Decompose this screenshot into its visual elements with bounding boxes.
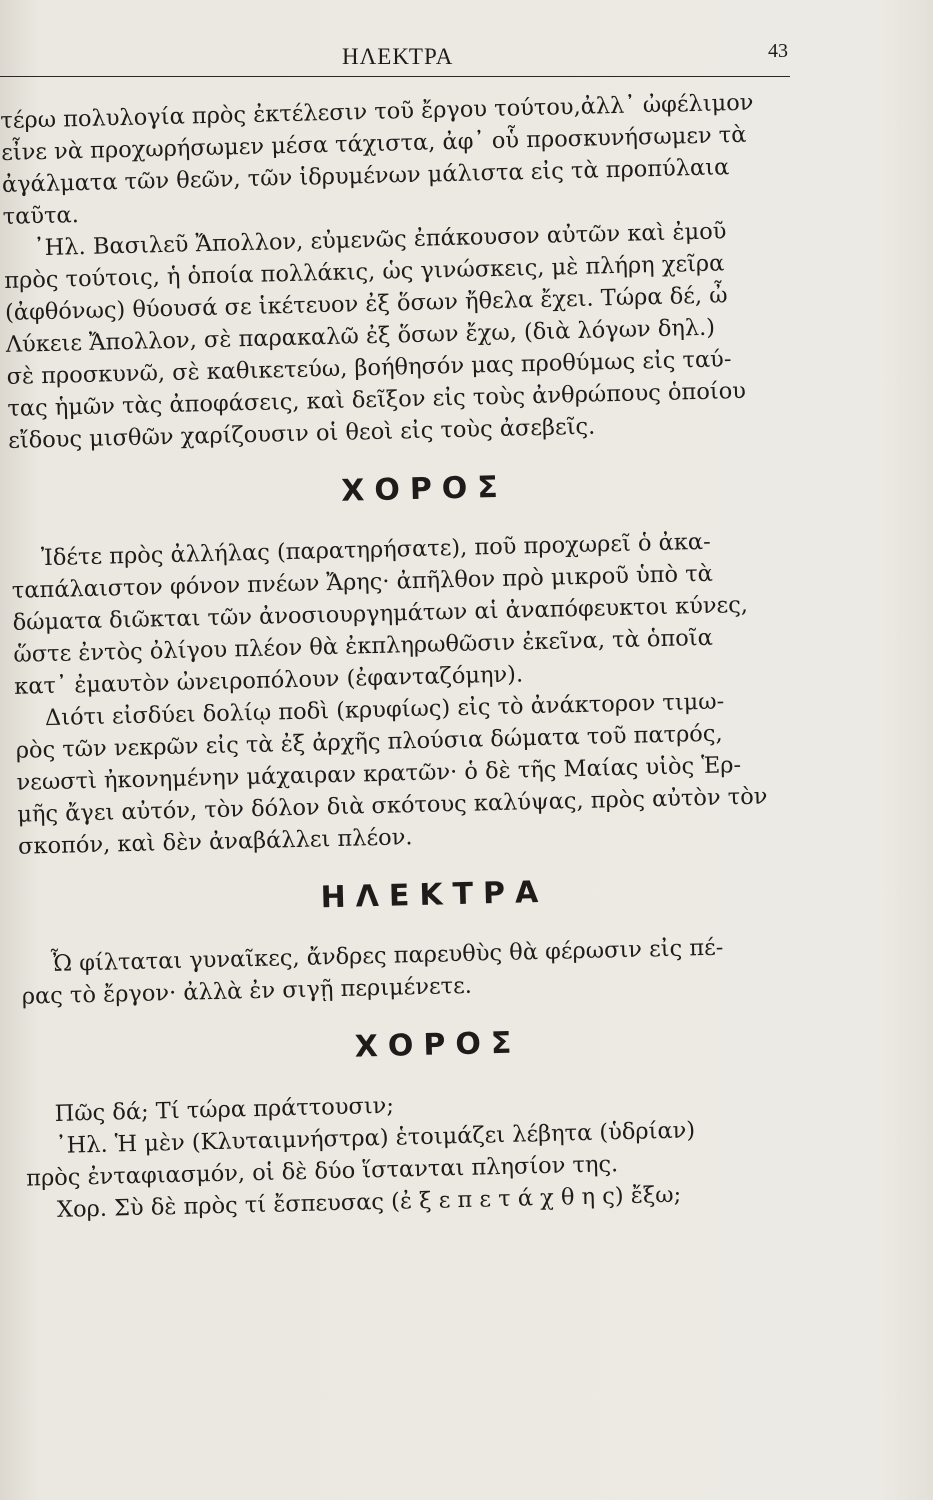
text-line: ρας τὸ ἔργον· ἀλλὰ ἐν σιγῇ περιμένετε. — [21, 972, 473, 1010]
text-line: Ὦ φίλταται γυναῖκες, ἄνδρες παρευθὺς θὰ φέρωσιν εἰς πέ- — [50, 934, 724, 978]
speaker-heading: ΧΟΡΟΣ — [354, 1025, 522, 1065]
text-line: τέρω πολυλογία πρὸς ἐκτέλεσιν τοῦ ἔργου τούτου,ἀλλ᾽ ὠφέλιμον — [0, 89, 754, 134]
page-number: 43 — [768, 40, 788, 62]
text-line: νεωστὶ ἠκονημένην μάχαιραν κρατῶν· ὁ δὲ τῆς Μαίας υἱὸς Ἑρ- — [16, 752, 742, 796]
text-line: σὲ προσκυνῶ, σὲ καθικετεύω, βοήθησόν μας προθύμως εἰς ταύ- — [6, 346, 732, 390]
text-line: τας ἡμῶν τὰς ἀποφάσεις, καὶ δεῖξον εἰς τοὺς ἀνθρώπους ὁποίου — [7, 377, 747, 422]
text-line: πρὸς τούτοις, ἡ ὁποία πολλάκις, ὡς γινώσκεις, μὲ πλήρη χεῖρα — [3, 250, 725, 294]
text-line: ᾽Ηλ. Ἡ μὲν (Κλυταιμνήστρα) ἑτοιμάζει λέβητα (ὑδρίαν) — [55, 1117, 696, 1159]
text-line: Λύκειε Ἄπολλον, σὲ παρακαλῶ ἐξ ὅσων ἔχω, (διὰ λόγων δηλ.) — [5, 314, 716, 358]
text-line: ταπάλαιστον φόνον πνέων Ἄρης· ἀπῆλθον πρὸ μικροῦ ὑπὸ τὰ — [11, 560, 714, 604]
text-line: ὥστε ἐντὸς ὀλίγου πλέον θὰ ἐκπληρωθῶσιν ἐκεῖνα, τὰ ὁποῖα — [13, 624, 714, 668]
text-line: κατ᾽ ἐμαυτὸν ὠνειροπόλουν (ἐφανταζόμην). — [13, 661, 524, 700]
text-line: εἴδους μισθῶν χαρίζουσιν οἱ θεοὶ εἰς τοὺς ἀσεβεῖς. — [7, 413, 596, 454]
running-title: ΗΛΕΚΤΡΑ — [342, 44, 454, 69]
text-line: δώματα διῶκται τῶν ἀνοσιουργημάτων αἱ ἀναπόφευκτοι κύνες, — [12, 591, 749, 636]
running-header — [0, 38, 800, 78]
text-line: πρὸς ἐνταφιασμόν, οἱ δὲ δύο ἵστανται πλησίον της. — [25, 1151, 619, 1192]
text-line: (ἀφθόνως) θύουσά σε ἱκέτευον ἐξ ὅσων ἤθελα ἔχει. Τώρα δέ, ὦ — [4, 282, 728, 326]
text-line: εἶνε νὰ προχωρήσωμεν μέσα τάχιστα, ἀφ᾽ οὗ προσκυνήσωμεν τὰ — [0, 121, 747, 166]
text-line: Χορ. Σὺ δὲ πρὸς τί ἔσπευσας (ἐ ξ ε π ε τ ά χ θ η ς) ἔξω; — [56, 1181, 682, 1223]
text-line: ᾽Ηλ. Βασιλεῦ Ἄπολλον, εὐμενῶς ἐπάκουσον αὐτῶν καὶ ἐμοῦ — [33, 218, 727, 262]
text-line: Πῶς δά; Τί τώρα πράττουσιν; — [54, 1092, 395, 1127]
text-line: ἀγάλματα τῶν θεῶν, τῶν ἱδρυμένων μάλιστα εἰς τὰ προπύλαια — [1, 154, 730, 198]
text-line: μῆς ἄγει αὐτόν, τὸν δόλον διὰ σκότους καλύψας, πρὸς αὐτὸν τὸν — [17, 783, 768, 828]
speaker-heading: ΗΛΕΚΤΡΑ — [320, 874, 549, 916]
header-rule — [0, 76, 790, 77]
page-body — [0, 85, 857, 1227]
text-line: Ἰδέτε πρὸς ἀλλήλας (παρατηρήσατε), ποῦ προχωρεῖ ὁ ἀκα- — [40, 528, 711, 572]
speaker-heading: ΧΟΡΟΣ — [340, 469, 509, 509]
text-line: Διότι εἰσδύει δολίῳ ποδὶ (κρυφίως) εἰς τὸ ἀνάκτορον τιμω- — [44, 688, 725, 732]
text-line: ταῦτα. — [2, 202, 80, 230]
text-line: ρὸς τῶν νεκρῶν εἰς τὰ ἐξ ἀρχῆς πλούσια δώματα τοῦ πατρός, — [15, 720, 723, 764]
text-line: σκοπόν, καὶ δὲν ἀναβάλλει πλέον. — [17, 824, 413, 860]
